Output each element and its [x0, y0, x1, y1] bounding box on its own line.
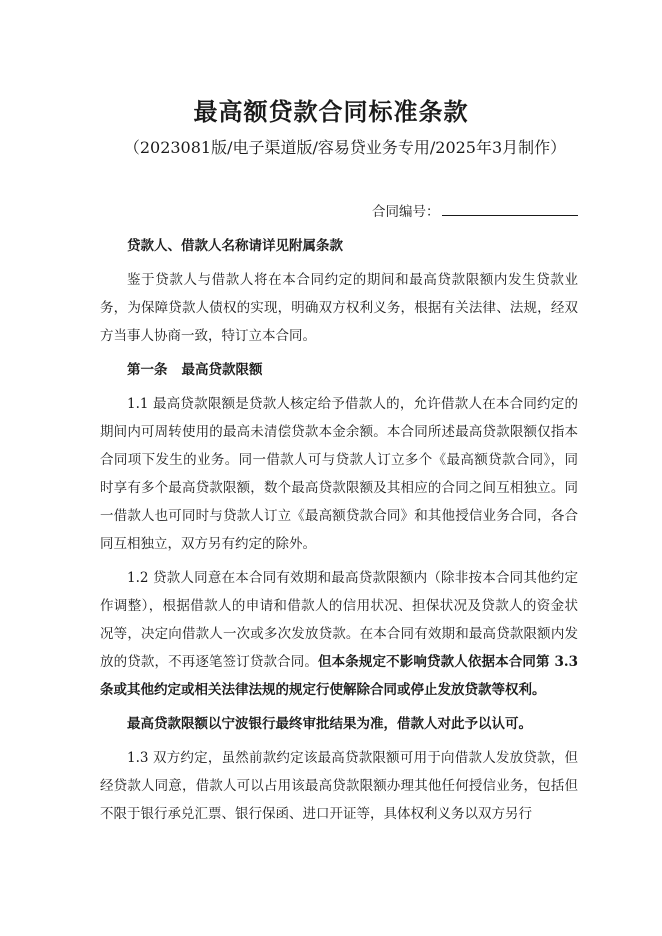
article-1-heading	[100, 356, 578, 384]
contract-number-blank	[442, 203, 578, 216]
clause-1-2-text: 1.2 贷款人同意在本合同有效期和最高贷款限额内（除非按本合同其他约定作调整），根据借款人的申请和借款人的信用状况、担保状况及贷款人的资金状况等，决定向借款人一次或多次发放贷款。在本合同有效期和最高贷款限额内发放的贷款，不再逐笔签订贷款合同。	[100, 570, 578, 670]
contract-number-field	[372, 200, 578, 220]
document-subtitle: （2023081版/电子渠道版/容易贷业务专用/2025年3月制作）	[123, 138, 567, 157]
approval-note: 最高贷款限额以宁波银行最终审批结果为准，借款人对此予以认可。	[127, 716, 532, 732]
article-1-title: 最高贷款限额	[181, 362, 263, 378]
document-title: 最高额贷款合同标准条款	[193, 97, 469, 126]
clause-1-3: 1.3 双方约定，虽然前款约定该最高贷款限额可用于向借款人发放贷款，但经贷款人同意，借款人可以占用该最高贷款限额办理其他任何授信业务，包括但不限于银行承兑汇票、银行保函、进口开证等，具体权利义务以双方另行	[100, 750, 578, 822]
contract-number-label: 合同编号：	[372, 204, 440, 220]
parties-note: 贷款人、借款人名称请详见附属条款	[127, 238, 343, 254]
clause-1-1: 1.1 最高贷款限额是贷款人核定给予借款人的，允许借款人在本合同约定的期间内可周转使用的最高未清偿贷款本金余额。本合同所述最高贷款限额仅指本合同项下发生的业务。同一借款人可与贷款人订立多个《最高额贷款合同》，同时享有多个最高贷款限额，数个最高贷款限额及其相应的合同之间互相独立。同一借款人也可同时与贷款人订立《最高额贷款合同》和其他授信业务合同，各合同互相独立，双方另有约定的除外。	[100, 396, 578, 552]
clause-1-2-bold-text: 但本条规定不影响贷款人依据本合同第 3.3 条或其他约定或相关法律法规的规定行使解除合同或停止发放贷款等权利。	[100, 654, 579, 698]
clause-1-2	[100, 564, 578, 704]
document-body	[100, 232, 578, 834]
preamble-paragraph: 鉴于贷款人与借款人将在本合同约定的期间和最高贷款限额内发生贷款业务，为保障贷款人债权的实现，明确双方权利义务，根据有关法律、法规，经双方当事人协商一致，特订立本合同。	[100, 272, 578, 344]
article-1-number: 第一条	[127, 362, 168, 378]
